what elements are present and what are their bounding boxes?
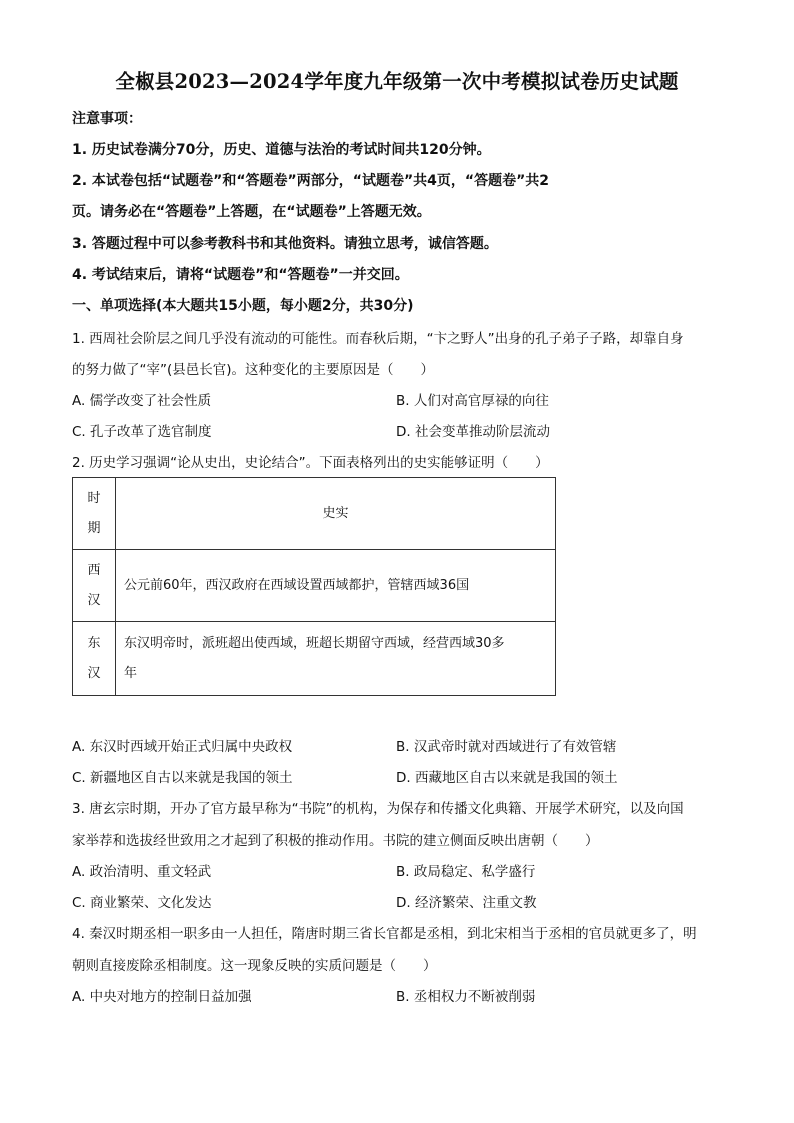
question-1-stem: 的努力做了“宰”(县邑长官)。这种变化的主要原因是（ ） xyxy=(72,362,435,378)
table-cell-fact: 东汉明帝时，派班超出使西域，班超长期留守西域，经营西域30多 年 xyxy=(116,622,556,696)
question-1-option-b: B. 人们对高官厚禄的向往 xyxy=(396,393,549,409)
question-4-stem: 朝则直接废除丞相制度。这一现象反映的实质问题是（ ） xyxy=(72,958,437,974)
table-cell-period: 东 汉 xyxy=(73,622,116,696)
question-2-option-a: A. 东汉时西域开始正式归属中央政权 xyxy=(72,739,293,755)
notice-heading: 注意事项： xyxy=(72,111,142,127)
section-heading: 一、单项选择(本大题共15小题，每小题2分，共30分) xyxy=(72,298,414,314)
question-3-option-b: B. 政局稳定、私学盛行 xyxy=(396,864,536,880)
question-3-stem: 家举荐和选拔经世致用之才起到了积极的推动作用。书院的建立侧面反映出唐朝（ ） xyxy=(72,833,599,849)
question-4-option-b: B. 丞相权力不断被削弱 xyxy=(396,989,536,1005)
history-facts-table xyxy=(72,477,556,696)
question-3-option-a: A. 政治清明、重文轻武 xyxy=(72,864,212,880)
table-header-period: 时 期 xyxy=(73,478,116,550)
notice-item: 页。请务必在“答题卷”上答题，在“试题卷”上答题无效。 xyxy=(72,204,431,220)
notice-item: 3. 答题过程中可以参考教科书和其他资料。请独立思考，诚信答题。 xyxy=(72,236,498,252)
table-cell-period: 西 汉 xyxy=(73,550,116,622)
question-1-option-d: D. 社会变革推动阶层流动 xyxy=(396,424,550,440)
page-title: 全椒县2023—2024学年度九年级第一次中考模拟试卷历史试题 xyxy=(115,70,679,93)
question-3-option-c: C. 商业繁荣、文化发达 xyxy=(72,895,212,911)
notice-item: 1. 历史试卷满分70分，历史、道德与法治的考试时间共120分钟。 xyxy=(72,142,491,158)
notice-item: 2. 本试卷包括“试题卷”和“答题卷”两部分，“试题卷”共4页，“答题卷”共2 xyxy=(72,173,550,189)
table-header-fact: 史实 xyxy=(116,478,556,550)
table-row xyxy=(73,550,556,622)
question-3-stem: 3. 唐玄宗时期，开办了官方最早称为“书院”的机构，为保存和传播文化典籍、开展学术研究，以及向国 xyxy=(72,801,684,817)
table-row xyxy=(73,622,556,696)
question-4-stem: 4. 秦汉时期丞相一职多由一人担任，隋唐时期三省长官都是丞相，到北宋相当于丞相的官员就更多了，明 xyxy=(72,926,697,942)
question-2-stem: 2. 历史学习强调“论从史出，史论结合”。下面表格列出的史实能够证明（ ） xyxy=(72,455,549,471)
question-3-option-d: D. 经济繁荣、注重文教 xyxy=(396,895,537,911)
question-2-option-b: B. 汉武帝时就对西域进行了有效管辖 xyxy=(396,739,617,755)
question-4-option-a: A. 中央对地方的控制日益加强 xyxy=(72,989,252,1005)
table-cell-fact: 公元前60年，西汉政府在西域设置西域都护，管辖西域36国 xyxy=(116,550,556,622)
question-1-option-c: C. 孔子改革了选官制度 xyxy=(72,424,212,440)
question-1-option-a: A. 儒学改变了社会性质 xyxy=(72,393,212,409)
question-2-option-d: D. 西藏地区自古以来就是我国的领土 xyxy=(396,770,618,786)
table-header-row xyxy=(73,478,556,550)
notice-item: 4. 考试结束后，请将“试题卷”和“答题卷”一并交回。 xyxy=(72,267,409,283)
question-2-option-c: C. 新疆地区自古以来就是我国的领土 xyxy=(72,770,293,786)
question-1-stem: 1. 西周社会阶层之间几乎没有流动的可能性。而春秋后期，“卞之野人”出身的孔子弟子子路，却靠自身 xyxy=(72,331,684,347)
